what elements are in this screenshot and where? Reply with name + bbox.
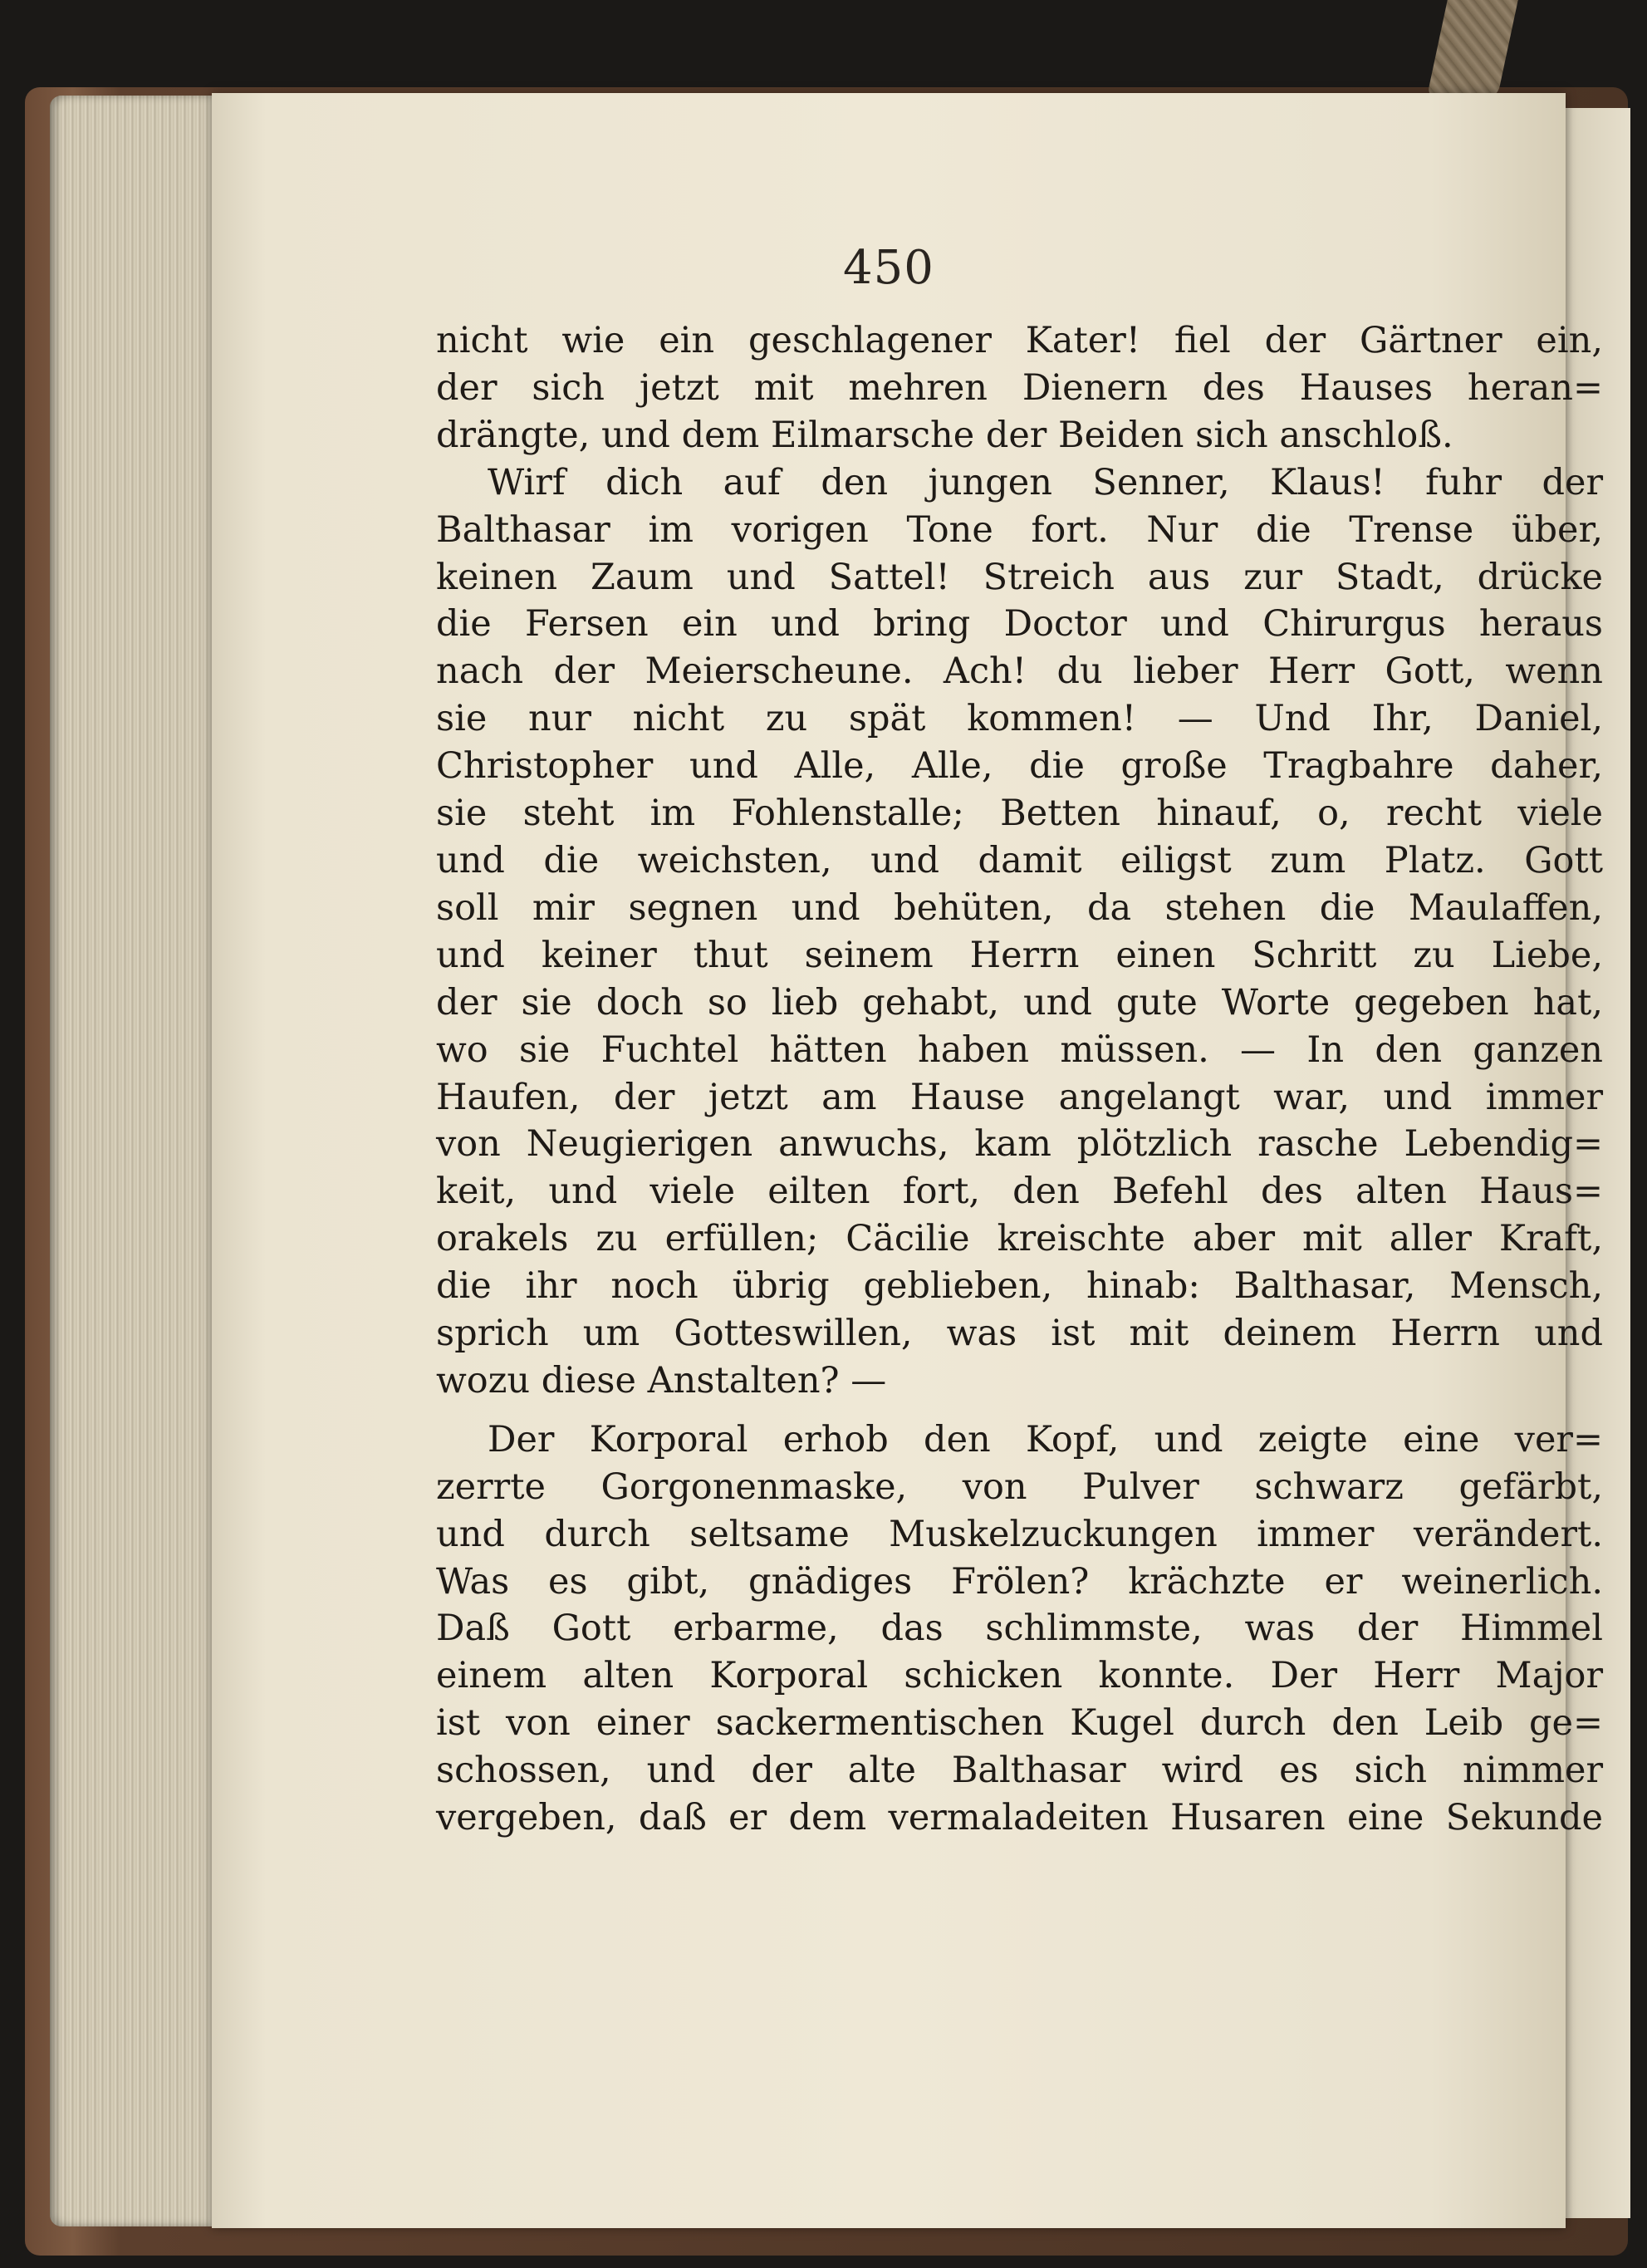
text-line: sie steht im Fohlenstalle; Betten hinauf, o, recht viele (436, 793, 1603, 835)
text-line: wozu diese Anstalten? — (436, 1359, 887, 1402)
text-line: von Neugierigen anwuchs, kam plötzlich rasche Lebendig= (436, 1123, 1603, 1166)
text-line: der sich jetzt mit mehren Dienern des Hauses heran= (436, 366, 1603, 409)
text-line: zerrte Gorgonenmaske, von Pulver schwarz gefärbt, (436, 1465, 1603, 1508)
page-text (436, 317, 1603, 1842)
page-number: 450 (843, 241, 934, 295)
text-line: sie nur nicht zu spät kommen! — Und Ihr, Daniel, (436, 698, 1603, 740)
text-line: und durch seltsame Muskelzuckungen immer verändert. (436, 1513, 1603, 1555)
text-line: keinen Zaum und Sattel! Streich aus zur Stadt, drücke (436, 556, 1603, 598)
bookmark-ribbon (1426, 0, 1518, 100)
text-line: ist von einer sackermentischen Kugel durch den Leib ge= (436, 1702, 1603, 1745)
text-line: wo sie Fuchtel hätten haben müssen. — In den ganzen (436, 1028, 1603, 1071)
text-line: drängte, und dem Eilmarsche der Beiden sich anschloß. (436, 414, 1453, 456)
text-line: einem alten Korporal schicken konnte. Der Herr Major (436, 1655, 1603, 1697)
book-page (212, 93, 1603, 2228)
text-line: Was es gibt, gnädiges Frölen? krächzte er weinerlich. (436, 1560, 1603, 1603)
text-line: soll mir segnen und behüten, da stehen die Maulaffen, (436, 886, 1603, 929)
text-line: die ihr noch übrig geblieben, hinab: Balthasar, Mensch, (436, 1265, 1603, 1308)
text-line: Haufen, der jetzt am Hause angelangt war, und immer (436, 1076, 1603, 1118)
paragraph-gap (436, 1405, 1603, 1416)
text-line: keit, und viele eilten fort, den Befehl des alten Haus= (436, 1171, 1603, 1213)
text-line: nach der Meierscheune. Ach! du lieber Herr Gott, wenn (436, 650, 1603, 693)
text-line: und keiner thut seinem Herrn einen Schritt zu Liebe, (436, 934, 1603, 976)
text-line: schossen, und der alte Balthasar wird es sich nimmer (436, 1750, 1603, 1792)
text-line: Christopher und Alle, Alle, die große Tragbahre daher, (436, 745, 1603, 788)
text-line: Der Korporal erhob den Kopf, und zeigte eine ver= (488, 1418, 1603, 1460)
text-line: nicht wie ein geschlagener Kater! fiel der Gärtner ein, (436, 320, 1603, 361)
text-line: sprich um Gotteswillen, was ist mit deinem Herrn und (436, 1313, 1603, 1355)
text-line: die Fersen ein und bring Doctor und Chirurgus heraus (436, 603, 1603, 646)
text-line: vergeben, daß er dem vermaladeiten Husaren eine Sekunde (436, 1797, 1603, 1839)
text-line: und die weichsten, und damit eiligst zum Platz. Gott (436, 839, 1603, 881)
page-stack-edge (50, 96, 224, 2226)
text-line: orakels zu erfüllen; Cäcilie kreischte aber mit aller Kraft, (436, 1218, 1603, 1260)
text-line: Wirf dich auf den jungen Senner, Klaus! fuhr der (488, 461, 1603, 503)
text-line: der sie doch so lieb gehabt, und gute Worte gegeben hat, (436, 981, 1603, 1024)
text-line: Daß Gott erbarme, das schlimmste, was der Himmel (436, 1608, 1603, 1650)
text-line: Balthasar im vorigen Tone fort. Nur die Trense über, (436, 508, 1603, 551)
